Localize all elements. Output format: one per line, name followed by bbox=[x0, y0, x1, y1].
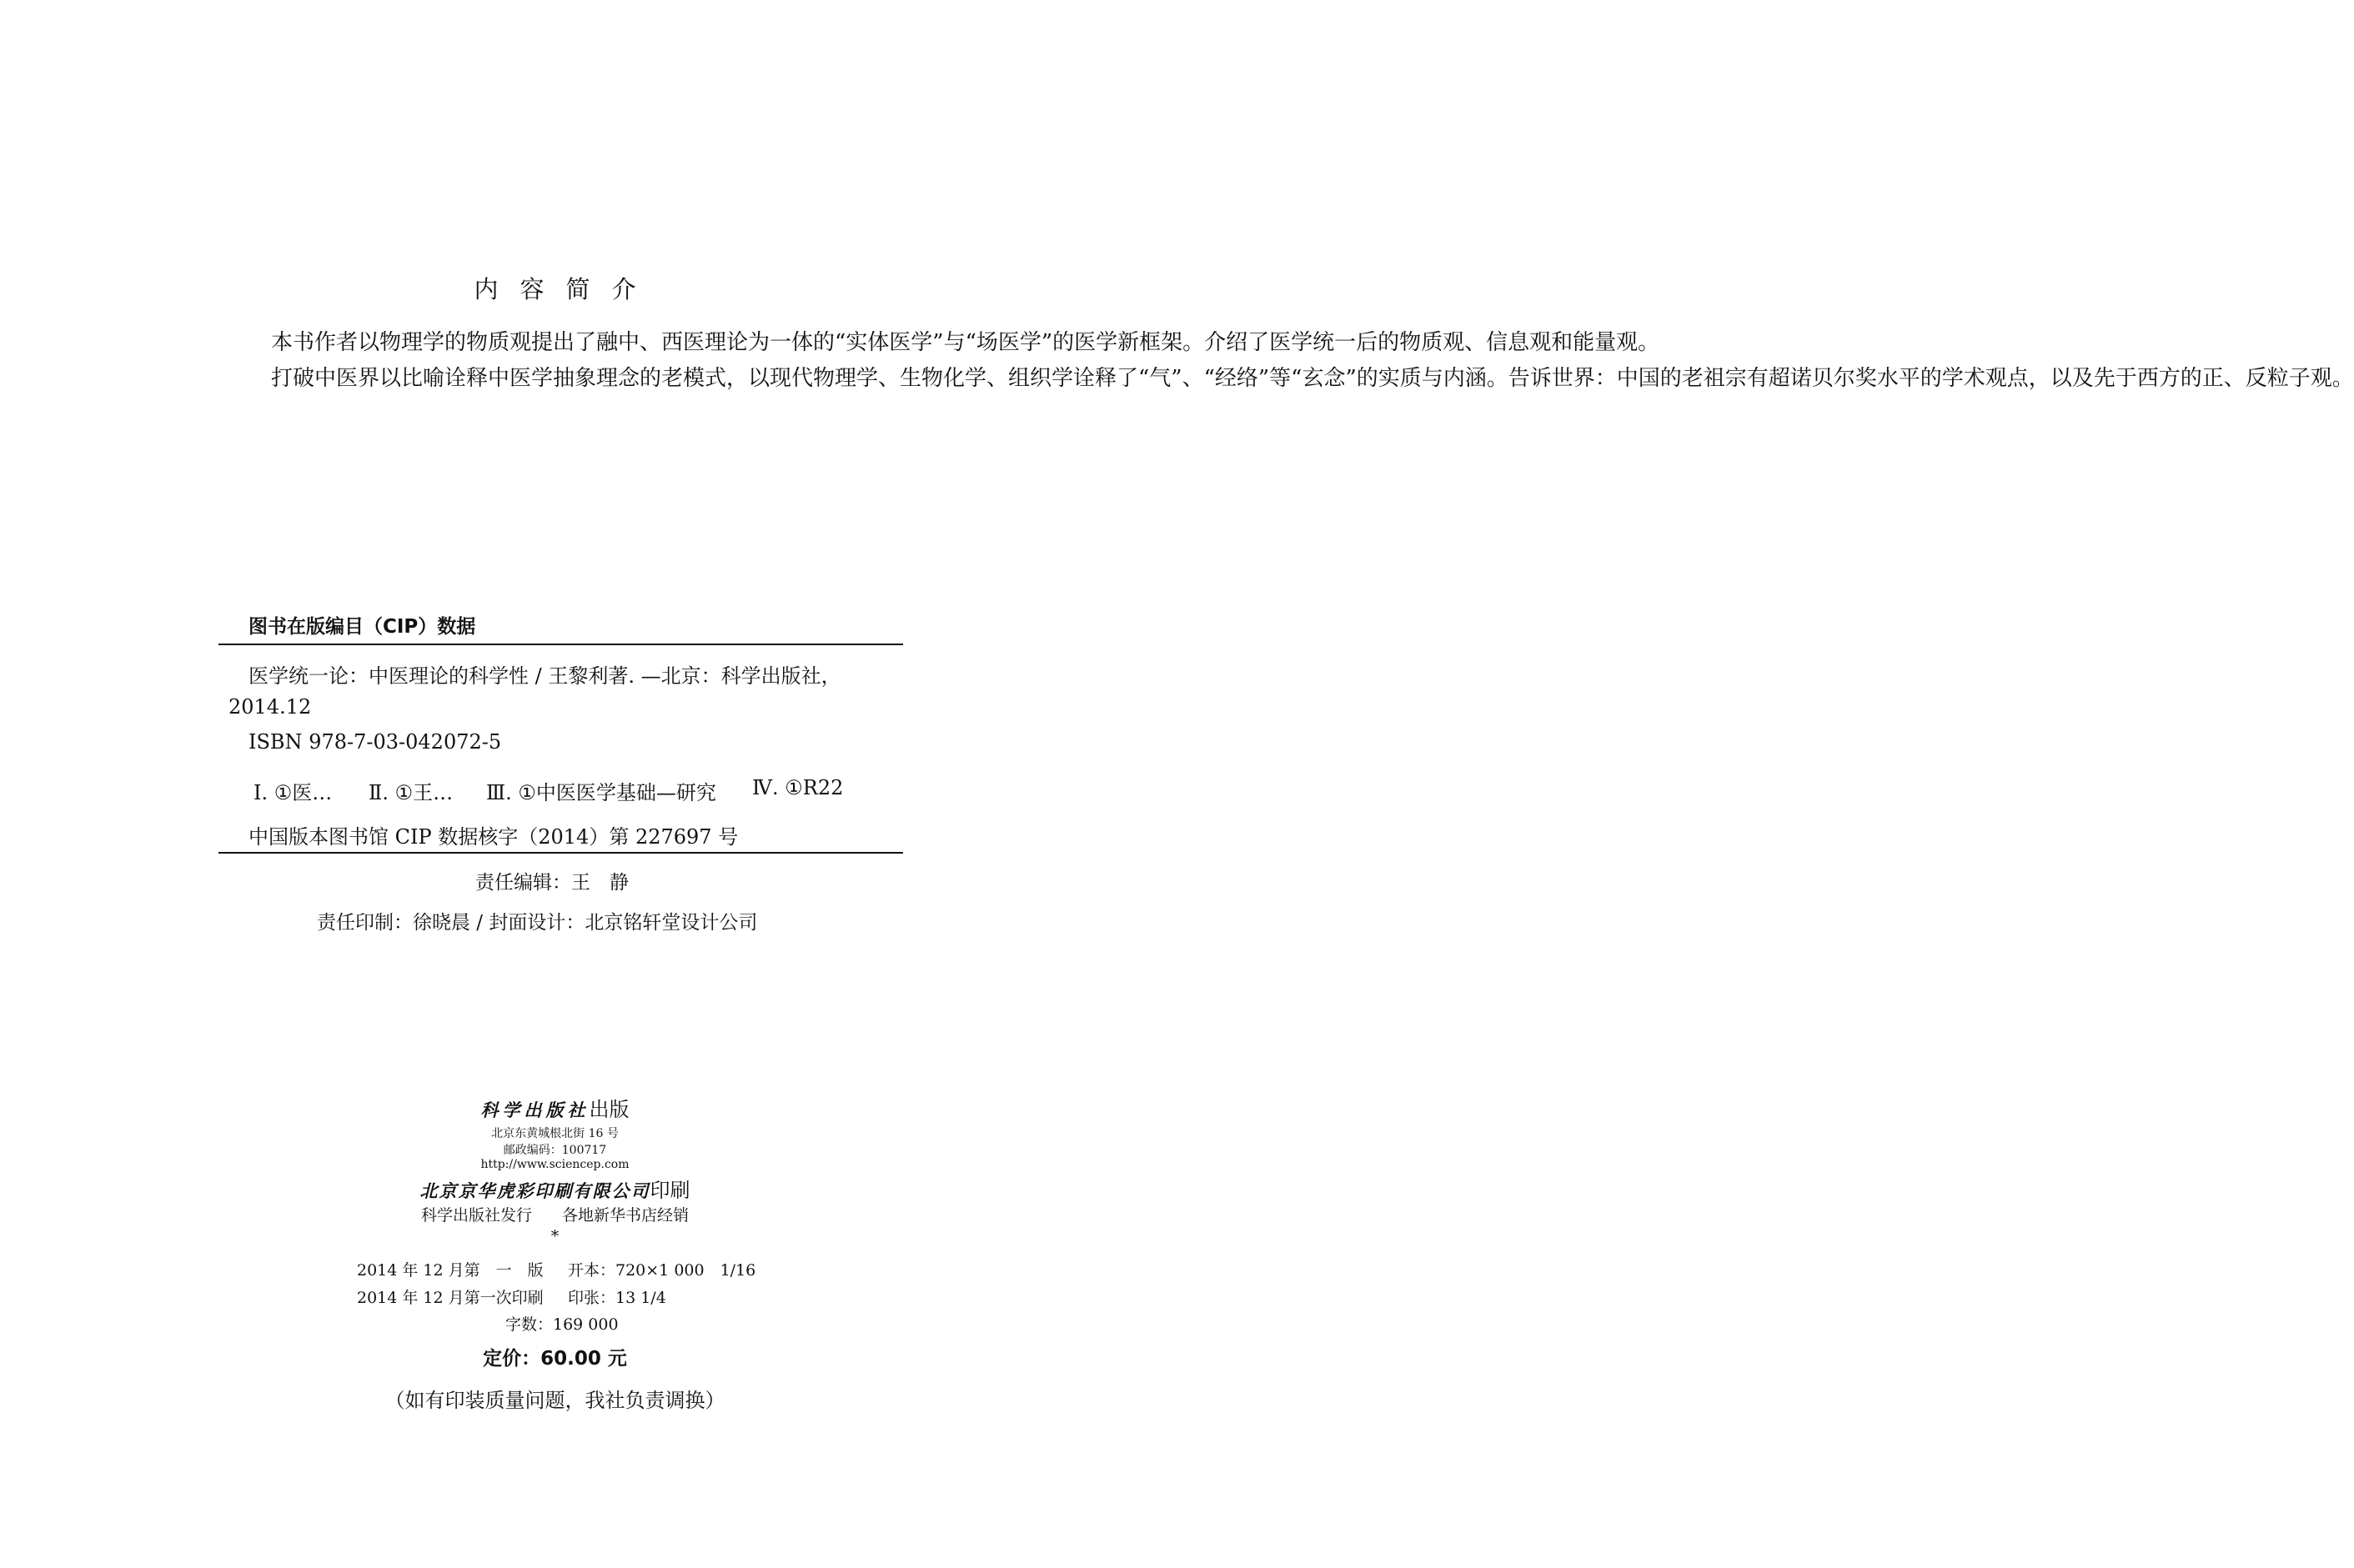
printer-suffix: 印刷 bbox=[650, 1179, 690, 1202]
cip-classification-3: Ⅲ. ①中医医学基础—研究 bbox=[486, 781, 716, 804]
responsible-editor: 责任编辑：王 静 bbox=[475, 872, 629, 894]
printer-logo: 北京京华虎彩印刷有限公司 bbox=[419, 1180, 650, 1201]
cip-entry-date: 2014.12 bbox=[228, 695, 312, 719]
cip-classification-1: Ⅰ. ①医… bbox=[253, 781, 333, 804]
intro-body bbox=[228, 325, 2354, 397]
sellers: 各地新华书店经销 bbox=[562, 1206, 690, 1225]
cip-classification-4: Ⅳ. ①R22 bbox=[752, 776, 844, 799]
quality-notice: （如有印装质量问题，我社负责调换） bbox=[384, 1389, 725, 1412]
edition-info: 2014 年 12 月第 一 版 bbox=[357, 1261, 544, 1280]
cip-heading: 图书在版编目（CIP）数据 bbox=[248, 616, 476, 638]
cip-isbn: ISBN 978-7-03-042072-5 bbox=[248, 730, 502, 754]
publisher-suffix: 出版 bbox=[589, 1098, 630, 1121]
publisher-url: http://www.sciencep.com bbox=[480, 1158, 630, 1171]
sheets-info: 印张：13 1/4 bbox=[568, 1289, 666, 1307]
price: 定价：60.00 元 bbox=[483, 1348, 627, 1370]
printing-info: 2014 年 12 月第一次印刷 bbox=[357, 1289, 544, 1307]
word-count: 字数：169 000 bbox=[505, 1315, 619, 1334]
intro-paragraph: 打破中医界以比喻诠释中医学抽象理念的老模式，以现代物理学、生物化学、组织学诠释了“气”、“经络”等“玄念”的实质与内涵。告诉世界：中国的老祖宗有超诺贝尔奖水平的学术观点，以及先于西方的正、反粒子观。 bbox=[271, 366, 2354, 391]
separator-asterisk: * bbox=[550, 1227, 560, 1245]
cip-top-rule bbox=[218, 644, 903, 645]
distributor: 科学出版社发行 bbox=[420, 1206, 532, 1225]
cip-classification-2: Ⅱ. ①王… bbox=[369, 781, 454, 804]
printer-line bbox=[0, 1174, 1110, 1203]
cip-bottom-rule bbox=[218, 852, 903, 854]
publisher-address: 北京东黄城根北街 16 号 bbox=[491, 1127, 619, 1140]
publisher-postcode: 邮政编码：100717 bbox=[503, 1144, 607, 1157]
format-info: 开本：720×1 000 1/16 bbox=[568, 1261, 756, 1280]
distribution-line bbox=[0, 1203, 1110, 1225]
intro-title: 内容简介 bbox=[474, 275, 658, 303]
publisher-logo: 科学出版社 bbox=[480, 1100, 590, 1120]
intro-paragraph: 本书作者以物理学的物质观提出了融中、西医理论为一体的“实体医学”与“场医学”的医学新框架。介绍了医学统一后的物质观、信息观和能量观。 bbox=[271, 330, 1660, 355]
cip-entry-line: 医学统一论：中医理论的科学性 / 王黎利著. —北京：科学出版社， bbox=[248, 664, 841, 688]
publisher-line bbox=[0, 1093, 1110, 1122]
cip-verification: 中国版本图书馆 CIP 数据核字（2014）第 227697 号 bbox=[248, 825, 739, 849]
print-and-cover-credits: 责任印制：徐晓晨 / 封面设计：北京铭轩堂设计公司 bbox=[317, 912, 758, 934]
